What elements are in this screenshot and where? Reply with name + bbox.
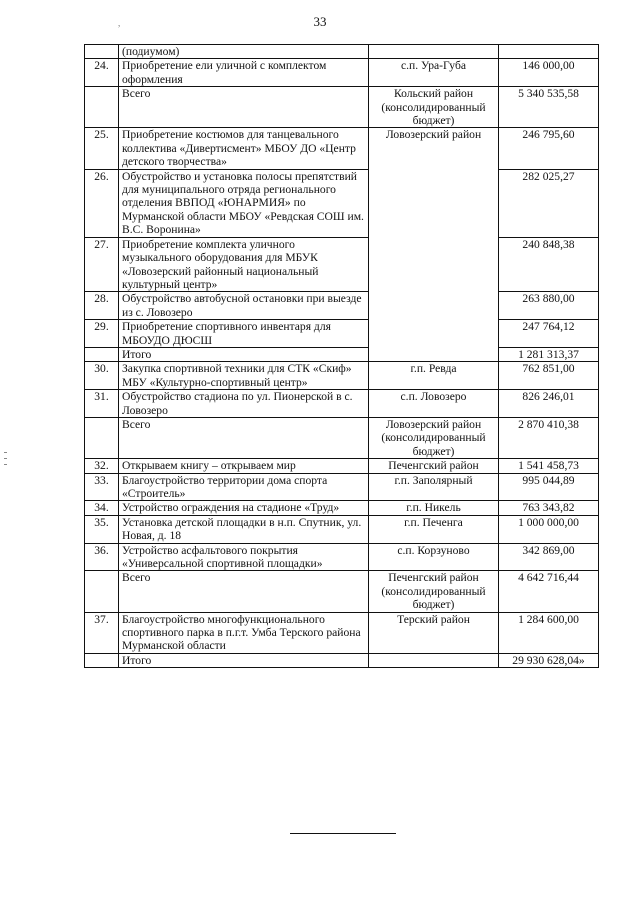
table-row [85, 612, 599, 653]
amount: 29 930 628,04» [499, 653, 599, 667]
table-row [85, 653, 599, 667]
row-number: 29. [85, 320, 119, 348]
table-row [85, 473, 599, 501]
row-number: 27. [85, 237, 119, 292]
table-row [85, 543, 599, 571]
municipality: Печенгский район (консолидированный бюджет) [369, 571, 499, 612]
amount: 240 848,38 [499, 237, 599, 292]
row-number [85, 87, 119, 128]
amount: 146 000,00 [499, 59, 599, 87]
project-name: Обустройство стадиона по ул. Пионерской в с. Ловозеро [119, 390, 369, 418]
project-name: Приобретение комплекта уличного музыкального оборудования для МБУК «Ловозерский районный национальный культурный центр» [119, 237, 369, 292]
municipality: г.п. Заполярный [369, 473, 499, 501]
row-number [85, 45, 119, 59]
table-row [85, 515, 599, 543]
municipality: г.п. Печенга [369, 515, 499, 543]
amount: 1 281 313,37 [499, 347, 599, 361]
row-number: 33. [85, 473, 119, 501]
municipality: Печенгский район [369, 459, 499, 473]
page-number: 33 [313, 14, 327, 29]
municipality: Терский район [369, 612, 499, 653]
budget-table [84, 44, 599, 668]
row-number: 28. [85, 292, 119, 320]
amount: 247 764,12 [499, 320, 599, 348]
margin-mark [4, 464, 7, 465]
row-number [85, 653, 119, 667]
table-row [85, 390, 599, 418]
table-row [85, 571, 599, 612]
row-number: 24. [85, 59, 119, 87]
table-row [85, 59, 599, 87]
project-name: Приобретение ели уличной с комплектом оформления [119, 59, 369, 87]
table-row [85, 45, 599, 59]
project-name: (подиумом) [119, 45, 369, 59]
project-name: Приобретение спортивного инвентаря для МБОУДО ДЮСШ [119, 320, 369, 348]
row-number: 31. [85, 390, 119, 418]
project-name: Итого [119, 653, 369, 667]
project-name: Итого [119, 347, 369, 361]
row-number: 36. [85, 543, 119, 571]
project-name: Приобретение костюмов для танцевального коллектива «Дивертисмент» МБОУ ДО «Центр детского творчества» [119, 128, 369, 169]
municipality: с.п. Корзуново [369, 543, 499, 571]
municipality: Кольский район (консолидированный бюджет) [369, 87, 499, 128]
municipality: Ловозерский район (консолидированный бюджет) [369, 417, 499, 458]
table-row [85, 347, 599, 361]
margin-mark [4, 452, 7, 453]
amount: 1 541 458,73 [499, 459, 599, 473]
municipality: г.п. Ревда [369, 362, 499, 390]
row-number [85, 571, 119, 612]
amount: 763 343,82 [499, 501, 599, 515]
project-name: Устройство ограждения на стадионе «Труд» [119, 501, 369, 515]
amount: 1 000 000,00 [499, 515, 599, 543]
table-row [85, 292, 599, 320]
municipality: с.п. Ловозеро [369, 390, 499, 418]
table-row [85, 501, 599, 515]
project-name: Благоустройство территории дома спорта «Строитель» [119, 473, 369, 501]
amount: 263 880,00 [499, 292, 599, 320]
amount: 1 284 600,00 [499, 612, 599, 653]
project-name: Обустройство и установка полосы препятствий для муниципального отряда регионального отделения ВВПОД «ЮНАРМИЯ» по Мурманской области МБОУ «Ревдская СОШ им. В.С. Воронина» [119, 169, 369, 237]
table-row [85, 362, 599, 390]
page-mark: , [118, 18, 121, 28]
municipality: с.п. Ура-Губа [369, 59, 499, 87]
table-row [85, 87, 599, 128]
row-number: 30. [85, 362, 119, 390]
amount: 4 642 716,44 [499, 571, 599, 612]
amount: 246 795,60 [499, 128, 599, 169]
project-name: Установка детской площадки в н.п. Спутник, ул. Новая, д. 18 [119, 515, 369, 543]
project-name: Всего [119, 571, 369, 612]
table-row [85, 459, 599, 473]
row-number: 25. [85, 128, 119, 169]
row-number: 32. [85, 459, 119, 473]
amount: 2 870 410,38 [499, 417, 599, 458]
amount: 5 340 535,58 [499, 87, 599, 128]
amount: 826 246,01 [499, 390, 599, 418]
amount: 342 869,00 [499, 543, 599, 571]
project-name: Благоустройство многофункционального спортивного парка в п.г.т. Умба Терского района Мурманской области [119, 612, 369, 653]
table-row [85, 417, 599, 458]
project-name: Всего [119, 87, 369, 128]
row-number [85, 417, 119, 458]
table-row [85, 320, 599, 348]
amount [499, 45, 599, 59]
amount: 995 044,89 [499, 473, 599, 501]
municipality-merged: Ловозерский район [369, 128, 499, 362]
closing-rule [290, 833, 396, 834]
project-name: Обустройство автобусной остановки при выезде из с. Ловозеро [119, 292, 369, 320]
row-number [85, 347, 119, 361]
municipality [369, 45, 499, 59]
row-number: 37. [85, 612, 119, 653]
row-number: 34. [85, 501, 119, 515]
row-number: 26. [85, 169, 119, 237]
project-name: Закупка спортивной техники для СТК «Скиф» МБУ «Культурно-спортивный центр» [119, 362, 369, 390]
table-row [85, 237, 599, 292]
project-name: Устройство асфальтового покрытия «Универсальной спортивной площадки» [119, 543, 369, 571]
table-row [85, 128, 599, 169]
table-row [85, 169, 599, 237]
project-name: Открываем книгу – открываем мир [119, 459, 369, 473]
row-number: 35. [85, 515, 119, 543]
margin-mark [4, 458, 7, 459]
municipality [369, 653, 499, 667]
municipality: г.п. Никель [369, 501, 499, 515]
amount: 282 025,27 [499, 169, 599, 237]
amount: 762 851,00 [499, 362, 599, 390]
project-name: Всего [119, 417, 369, 458]
